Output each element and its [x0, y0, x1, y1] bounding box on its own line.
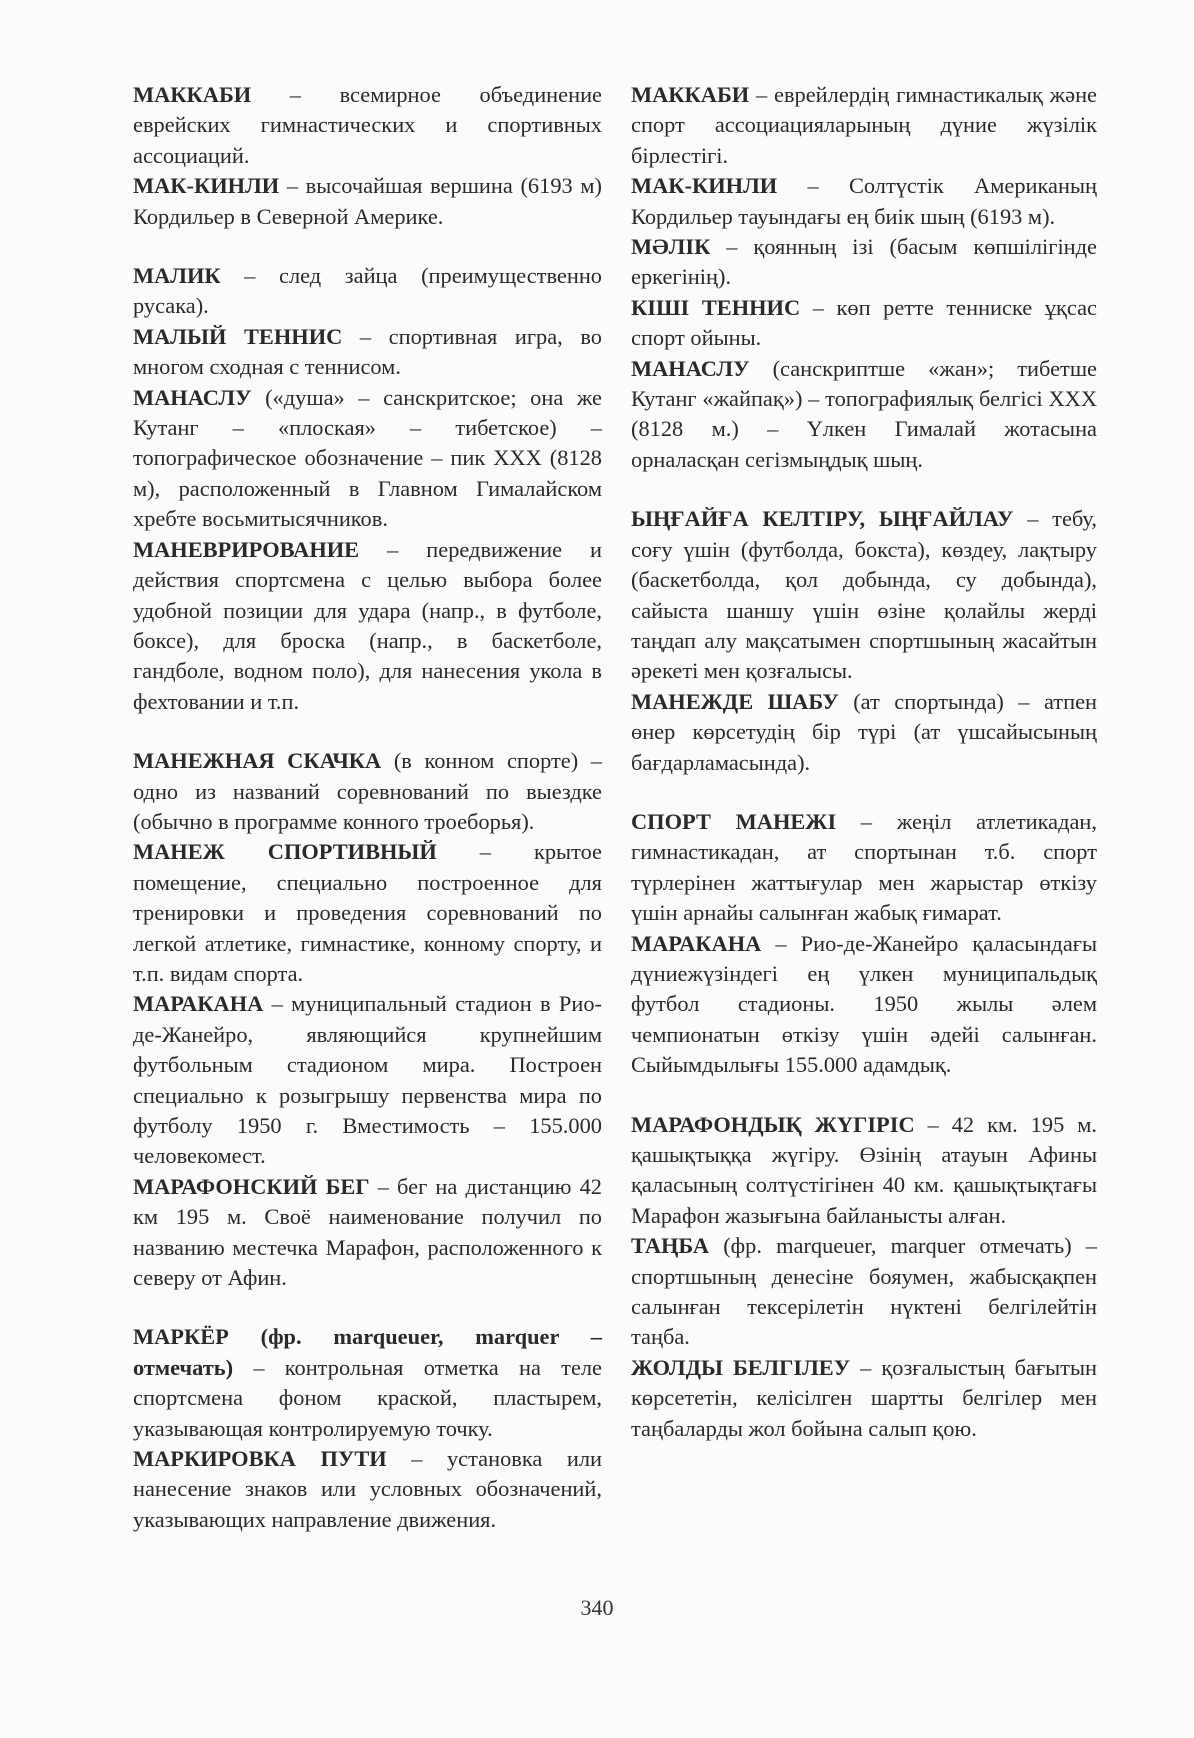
- entry-definition: – Солтүстік Американың Кордильер тауындағы ең биік шың (6193 м).: [631, 173, 1097, 229]
- entry-term: МАРКИРОВКА ПУТИ: [133, 1446, 387, 1472]
- entry-term: СПОРТ МАНЕЖІ: [631, 808, 837, 834]
- entry-definition: – муниципальный стадион в Рио-де-Жанейро, являющийся крупнейшим футбольным стадионом мира. Построен специально к розыгрышу первенства мира по футболу 1950 г. Вместимость – 155.000 человекомест.: [133, 991, 602, 1169]
- right-column-kazakh: [631, 80, 1097, 1444]
- entry-yngaiga-keltiru-kz: [631, 504, 1097, 686]
- entry-manaslu-kz: [631, 354, 1097, 476]
- entry-malik-ru: [133, 261, 602, 322]
- entry-definition: (ат спортында) – атпен өнер көрсетудің бір түрі (ат үшсайысының бағдарламасында).: [631, 688, 1097, 775]
- entry-definition: – еврейлердің гимнастикалық және спорт ассоциацияларының дүние жүзілік бірлестігі.: [631, 82, 1097, 168]
- entry-definition: (санскриптше «жан»; тибетше Кутанг «жайпақ») – топографиялық белгісі XXX (8128 м.) – Үлкен Гималай жотасына орналасқан сегізмыңдық шың.: [631, 355, 1097, 472]
- entry-term: МАРАКАНА: [631, 930, 762, 956]
- entry-kishi-tennis-kz: [631, 293, 1097, 354]
- entry-definition: – қозғалыстың бағытын көрсететін, келісілген шартты белгілер мен таңбаларды жол бойына салып қою.: [631, 1354, 1097, 1441]
- entry-term: МАНЕЖДЕ ШАБУ: [631, 688, 839, 714]
- entry-term: МАРАФОНДЫҚ ЖҮГІРІС: [631, 1111, 915, 1137]
- entry-markirovka-puti-ru: [133, 1444, 602, 1535]
- entry-malyi-tennis-ru: [133, 322, 602, 383]
- entry-term: МАНЕЖНАЯ СКАЧКА: [133, 748, 382, 774]
- entry-term: МАРКЁР (фр. marqueuer, marquer – отмечать): [133, 1324, 602, 1380]
- entry-definition: – бег на дистанцию 42 км 195 м. Своё наименование получил по названию местечка Марафон, расположенного к северу от Афин.: [133, 1173, 602, 1291]
- entry-definition: – 42 км. 195 м. қашықтыққа жүгіру. Өзінің атауын Афины қаласының солтүстігінен 40 км. қашықтықтағы Марафон жазығына байланысты алған.: [631, 1111, 1097, 1228]
- entry-term: ЖОЛДЫ БЕЛГІЛЕУ: [631, 1354, 851, 1380]
- entry-term: МАНЕЖ СПОРТИВНЫЙ: [133, 839, 437, 865]
- entry-definition: – установка или нанесение знаков или условных обозначений, указывающих направление движения.: [133, 1446, 603, 1532]
- entry-term: ЫҢҒАЙҒА КЕЛТІРУ, ЫҢҒАЙЛАУ: [631, 506, 1014, 532]
- entry-term: МАК-КИНЛИ: [133, 173, 280, 199]
- entry-definition: – след зайца (преимущественно русака).: [133, 263, 602, 319]
- entry-definition: – крытое помещение, специально построенное для тренировки и проведения соревнований по легкой атлетике, гимнастике, конному спорту, и т.п. видам спорта.: [133, 839, 602, 986]
- entry-definition: – спортивная игра, во многом сходная с теннисом.: [133, 323, 602, 380]
- entry-term: МАНАСЛУ: [133, 384, 252, 410]
- page-number: 340: [580, 1595, 614, 1620]
- entry-definition: (фр. marqueuer, marquer отмечать) – спортшының денесіне бояумен, жабысқақпен салынған тексерілетін нүктені белгілейтін таңба.: [631, 1233, 1097, 1350]
- entry-mak-kinli-ru: [133, 171, 602, 232]
- entry-definition: – көп ретте тенниске ұқсас спорт ойыны.: [631, 294, 1097, 351]
- entry-zholdy-belgileu-kz: [631, 1353, 1097, 1444]
- entry-manaslu-ru: [133, 383, 602, 535]
- left-column-russian: [133, 80, 602, 1535]
- entry-term: МАЛЫЙ ТЕННИС: [133, 323, 343, 349]
- entry-manezhde-shabu-kz: [631, 687, 1097, 778]
- entry-definition: – всемирное объединение еврейских гимнастических и спортивных ассоциаций.: [133, 82, 602, 168]
- entry-marker-ru: [133, 1322, 602, 1444]
- entry-makkabi-kz: [631, 80, 1097, 171]
- entry-term: МАНЕВРИРОВАНИЕ: [133, 536, 360, 562]
- entry-marakana-kz: [631, 929, 1097, 1081]
- entry-term: МАРАКАНА: [133, 991, 264, 1017]
- entry-term: КІШІ ТЕННИС: [631, 294, 801, 320]
- entry-mak-kinli-kz: [631, 171, 1097, 232]
- entry-tanba-kz: [631, 1231, 1097, 1353]
- entry-definition: – жеңіл атлетикадан, гимнастикадан, ат спортынан т.б. спорт түрлерінен жаттығулар мен жарыстар өткізу үшін арнайы салынған жабық ғимарат.: [631, 808, 1097, 926]
- entry-manezhnaya-skachka-ru: [133, 746, 602, 837]
- entry-term: МӘЛІК: [631, 234, 711, 260]
- entry-term: МАККАБИ: [133, 82, 252, 107]
- entry-definition: – передвижение и действия спортсмена с целью выбора более удобной позиции для удара (напр., в футболе, боксе), для броска (напр., в баскетболе, гандболе, водном поло), для нанесения укола в фехтовании и т.п.: [133, 536, 602, 714]
- entry-term: МАЛИК: [133, 263, 221, 289]
- entry-marafondyk-zhugiris-kz: [631, 1110, 1097, 1232]
- entry-definition: (в конном спорте) – одно из названий соревнований по выездке (обычно в программе конного троеборья).: [133, 748, 602, 834]
- entry-marafonskii-beg-ru: [133, 1172, 602, 1294]
- entry-malik-kz: [631, 232, 1097, 293]
- entry-term: МАНАСЛУ: [631, 355, 750, 381]
- entry-definition: – қоянның ізі (басым көпшілігінде еркегінің).: [631, 234, 1097, 290]
- entry-manezh-sportivnyi-ru: [133, 837, 602, 989]
- entry-definition: – тебу, соғу үшін (футболда, бокста), көздеу, лақтыру (баскетболда, қол добында, су добында), сайыста шаншу үшін өзіне қолайлы жерді таңдап алу мақсатымен спортшының жасайтын әрекеті мен қозғалысы.: [631, 506, 1097, 684]
- entry-term: МАККАБИ: [631, 82, 750, 107]
- entry-term: МАК-КИНЛИ: [631, 173, 778, 199]
- entry-definition: – контрольная отметка на теле спортсмена фоном краской, пластырем, указывающая контролируемую точку.: [133, 1354, 602, 1441]
- entry-term: ТАҢБА: [631, 1233, 710, 1259]
- entry-makkabi-ru: [133, 80, 602, 171]
- entry-sport-manezhi-kz: [631, 807, 1097, 929]
- entry-definition: («душа» – санскритское; она же Кутанг – «плоская» – тибетское) – топографическое обозначение – пик XXX (8128 м), расположенный в Главном Гималайском хребте восьмитысячников.: [133, 384, 602, 532]
- entry-term: МАРАФОНСКИЙ БЕГ: [133, 1173, 370, 1199]
- entry-marakana-ru: [133, 989, 602, 1171]
- entry-definition: – высочайшая вершина (6193 м) Кордильер в Северной Америке.: [133, 173, 602, 229]
- entry-manevrirovanie-ru: [133, 535, 602, 717]
- entry-definition: – Рио-де-Жанейро қаласындағы дүниежүзіндегі ең үлкен муниципальдық футбол стадионы. 1950 жылы әлем чемпионатын өткізу үшін әдейі салынған. Сыйымдылығы 155.000 адамдық.: [631, 930, 1097, 1078]
